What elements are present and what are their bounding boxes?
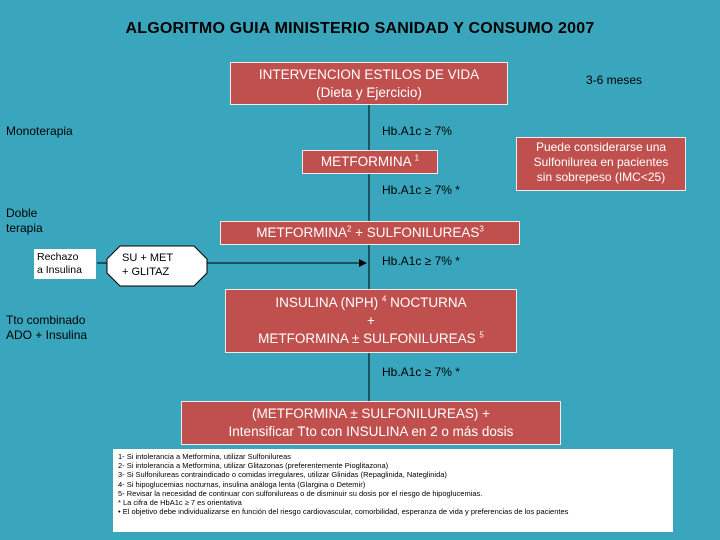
footnote-7: • El objetivo debe individualizarse en función del riesgo cardiovascular, comorbilidad, esperanza de vida y preferencias de los pacientes	[118, 507, 569, 517]
lifestyle-intervention-box	[230, 62, 508, 105]
insulina-line-1	[226, 294, 516, 312]
footnote-4: 4- Si hipoglucemias nocturnas, insulina análoga lenta (Glargina o Detemir)	[118, 479, 366, 489]
sulfonilurea-note-box	[516, 137, 686, 191]
sumet-line-2: + GLITAZ	[122, 266, 170, 278]
rechazo-insulina-box	[34, 249, 96, 279]
hba1c-label-3: Hb.A1c ≥ 7% *	[382, 254, 460, 268]
doble-line-2: terapia	[6, 221, 43, 235]
footnote-5: 5- Revisar la necesidad de continuar con sulfonilureas o de disminuir su dosis por el riesgo de hipoglucemias.	[118, 488, 483, 498]
rechazo-line-2: a Insulina	[37, 263, 82, 276]
insulina-text-b: NOCTURNA	[390, 295, 467, 310]
tto-line-2: ADO + Insulina	[6, 328, 88, 342]
sulfonilurea-note-line-1: Puede considerarse una	[535, 140, 667, 154]
doble-line-1: Doble	[6, 206, 38, 220]
met-sulfo-ref-2: 2	[346, 224, 352, 234]
footnote-6: * La cifra de HbA1c ≥ 7 es orientativa	[118, 498, 242, 508]
tto-line-1: Tto combinado	[6, 313, 86, 327]
met-sulfo-text-a: METFORMINA	[256, 225, 347, 240]
hba1c-label-4: Hb.A1c ≥ 7% *	[382, 365, 460, 379]
page-title: ALGORITMO GUIA MINISTERIO SANIDAD Y CONSUMO 2007	[125, 20, 595, 37]
footnote-1: 1- Si intolerancia a Metformina, utilizar Sulfonilureas	[118, 452, 291, 461]
tto-combinado-label	[6, 313, 87, 343]
insulina-text-c: METFORMINA ± SULFONILUREAS	[258, 331, 476, 346]
footnote-2: 2- Si intolerancia a Metformina, utilizar Glitazonas (preferentemente Pioglitazona)	[118, 461, 389, 471]
intensificar-insulina-box	[181, 401, 561, 445]
footnote-3: 3- Si Sulfonilureas contraindicado o comidas irregulares, utilizar Glinidas (Repaglinida, Nateglinida)	[118, 470, 447, 480]
hba1c-label-1: Hb.A1c ≥ 7%	[382, 124, 452, 138]
lifestyle-line-2: (Dieta y Ejercicio)	[316, 85, 422, 100]
sulfonilurea-note-line-3: sin sobrepeso (IMC<25)	[536, 170, 666, 184]
doble-terapia-label	[6, 206, 43, 236]
insulina-line-2: +	[367, 313, 375, 328]
footnotes-panel	[113, 449, 673, 532]
insulina-line-3	[226, 330, 516, 348]
metformina-note-ref: 1	[414, 153, 420, 163]
hba1c-label-2: Hb.A1c ≥ 7% *	[382, 183, 460, 197]
monoterapia-label: Monoterapia	[6, 124, 73, 138]
rechazo-line-1: Rechazo	[37, 251, 79, 263]
metformina-text: METFORMINA	[320, 154, 411, 169]
su-met-glitaz-label	[106, 251, 208, 279]
final-line-1: (METFORMINA ± SULFONILUREAS) +	[251, 406, 491, 421]
sulfonilurea-note-line-2: Sulfonilurea en pacientes	[533, 155, 669, 169]
sumet-line-1: SU + MET	[122, 252, 174, 264]
metformina-sulfonilureas-box	[220, 221, 520, 245]
insulina-ref-4: 4	[381, 294, 387, 304]
met-sulfo-text-b: + SULFONILUREAS	[355, 225, 480, 240]
final-line-2: Intensificar Tto con INSULINA en 2 o más dosis	[228, 424, 514, 439]
duration-label: 3-6 meses	[586, 73, 643, 87]
insulina-ref-5: 5	[479, 330, 484, 340]
lifestyle-line-1: INTERVENCION ESTILOS DE VIDA	[258, 67, 480, 82]
insulina-text-a: INSULINA (NPH)	[275, 295, 379, 310]
met-sulfo-ref-3: 3	[479, 224, 484, 234]
metformina-box	[302, 150, 438, 174]
insulina-nocturna-box	[225, 289, 517, 353]
